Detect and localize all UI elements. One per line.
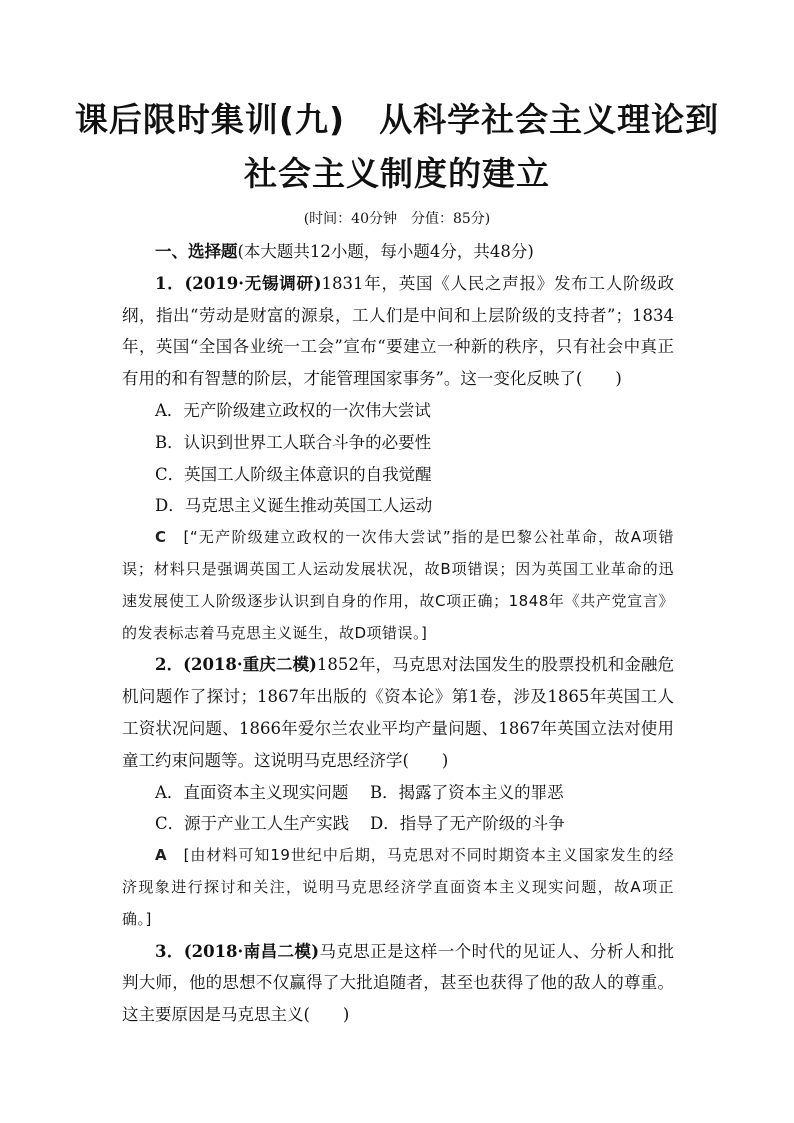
content: [122, 236, 674, 1031]
section-heading: [122, 236, 674, 268]
question-source: (2019·无锡调研): [184, 273, 322, 293]
question-number: 2．: [155, 655, 184, 675]
answer-explanation-2: [122, 840, 674, 935]
question-2-stem: [122, 649, 674, 776]
question-number: 1．: [155, 273, 185, 293]
option-d: D．马克思主义诞生推动英国工人运动: [155, 496, 433, 516]
question-text: 1831年，英国《人民之声报》发布工人阶级政纲，指出“劳动是财富的源泉，工人们是中间和上层阶级的支持者”；1834年，英国“全国各业统一工会”宣布“要建立一种新的秩序，只有社会中真正有用的和有智慧的阶层，才能管理国家事务”。这一变化反映了( ): [122, 273, 674, 389]
option-c: C．英国工人阶级主体意识的自我觉醒: [155, 464, 432, 484]
options-row-ab: [122, 777, 674, 809]
option-a: A．直面资本主义现实问题: [155, 782, 349, 802]
question-3-stem: [122, 936, 674, 1031]
option-b: B．认识到世界工人联合斗争的必要性: [155, 432, 432, 452]
question-number: 3．: [155, 941, 184, 961]
answer-text: [“无产阶级建立政权的一次伟大尝试”指的是巴黎公社革命，故A项错误；材料只是强调英国工人运动发展状况，故B项错误；因为英国工业革命的迅速发展使工人阶级逐步认识到自身的作用，故C项正确；1848年《共产党宣言》的发表标志着马克思主义诞生，故D项错误。]: [122, 528, 674, 642]
section-note: (本大题共12小题，每小题4分，共48分): [237, 242, 534, 261]
question-text: 1852年，马克思对法国发生的股票投机和金融危机问题作了探讨；1867年出版的《资本论》第1卷，涉及1865年英国工人工资状况问题、1866年爱尔兰农业平均产量问题、1867年英国立法对使用童工约束问题等。这说明马克思经济学( ): [122, 655, 674, 770]
question-1-stem: [122, 268, 674, 395]
option-b: B．揭露了资本主义的罪恶: [370, 782, 564, 802]
option-c: C．源于产业工人生产实践: [155, 814, 350, 834]
question-source: (2018·重庆二模): [183, 655, 317, 675]
section-title: 一、选择题: [155, 242, 238, 261]
time-score-info: (时间：40分钟 分值：85分): [303, 211, 491, 227]
answer-key: A: [155, 846, 168, 865]
question-text: 马克思正是这样一个时代的见证人、分析人和批判大师，他的思想不仅赢得了大批追随者，甚至也获得了他的敌人的尊重。这主要原因是马克思主义( ): [122, 941, 675, 1025]
answer-explanation-1: [122, 522, 674, 649]
question-source: (2018·南昌二模): [183, 941, 320, 961]
page-title-line2: 社会主义制度的建立: [244, 154, 550, 193]
page-title-line1: 课后限时集训(九) 从科学社会主义理论到: [74, 100, 720, 139]
answer-text: [由材料可知19世纪中后期，马克思对不同时期资本主义国家发生的经济现象进行探讨和关注，说明马克思经济学直面资本主义现实问题，故A项正确。]: [122, 846, 674, 928]
options-row-cd: [122, 808, 674, 840]
option-d: D．指导了无产阶级的斗争: [370, 814, 565, 834]
option-a: A．无产阶级建立政权的一次伟大尝试: [155, 400, 431, 420]
answer-key: C: [155, 528, 167, 547]
